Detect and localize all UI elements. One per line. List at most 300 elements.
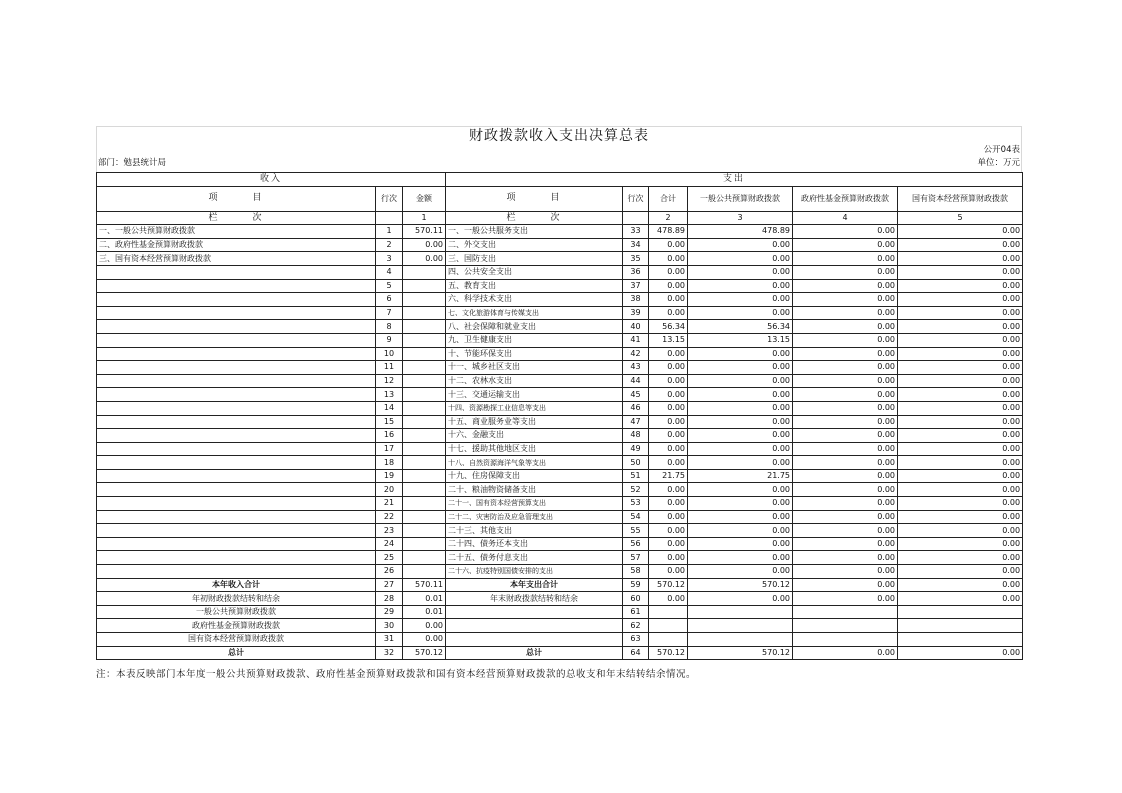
budget-table [96, 172, 1023, 660]
expense-line-no-cell: 64 [623, 646, 649, 660]
gov-fund-cell: 0.00 [793, 565, 898, 579]
summary-row [97, 605, 1023, 619]
total-cell: 0.00 [649, 388, 688, 402]
income-line-no-cell: 14 [376, 401, 403, 415]
state-capital-cell: 0.00 [898, 401, 1023, 415]
income-line-no-cell: 4 [376, 265, 403, 279]
total-cell: 0.00 [649, 483, 688, 497]
total-cell: 0.00 [649, 347, 688, 361]
state-capital-cell [898, 633, 1023, 647]
gov-fund-cell: 0.00 [793, 374, 898, 388]
expense-item-cell: 二、外交支出 [446, 238, 623, 252]
income-line-no-cell: 6 [376, 293, 403, 307]
expense-item-cell [446, 605, 623, 619]
state-capital-cell: 0.00 [898, 415, 1023, 429]
income-line-no-cell: 10 [376, 347, 403, 361]
state-capital-cell: 0.00 [898, 578, 1023, 592]
total-cell: 0.00 [649, 293, 688, 307]
expense-item-cell: 年末财政拨款结转和结余 [446, 592, 623, 606]
expense-line-no-cell: 62 [623, 619, 649, 633]
income-item-cell: 总计 [97, 646, 376, 660]
gov-fund-cell: 0.00 [793, 401, 898, 415]
income-line-no-cell: 5 [376, 279, 403, 293]
table-row [97, 497, 1023, 511]
gov-fund-cell: 0.00 [793, 483, 898, 497]
gov-fund-cell: 0.00 [793, 497, 898, 511]
income-amount-cell: 570.11 [403, 578, 446, 592]
total-cell: 0.00 [649, 510, 688, 524]
gov-fund-cell: 0.00 [793, 306, 898, 320]
table-row [97, 320, 1023, 334]
expense-item-cell: 十、节能环保支出 [446, 347, 623, 361]
general-budget-cell: 0.00 [688, 537, 793, 551]
expense-line-no-cell: 57 [623, 551, 649, 565]
income-line-no-cell: 22 [376, 510, 403, 524]
gov-fund-cell: 0.00 [793, 551, 898, 565]
income-line-no-cell: 21 [376, 497, 403, 511]
state-capital-cell: 0.00 [898, 306, 1023, 320]
income-amount-cell: 0.00 [403, 633, 446, 647]
expense-item-cell: 二十六、抗疫特别国债安排的支出 [446, 565, 623, 579]
general-budget-cell: 0.00 [688, 361, 793, 375]
state-capital-cell: 0.00 [898, 497, 1023, 511]
total-cell: 0.00 [649, 524, 688, 538]
expense-line-no-cell: 45 [623, 388, 649, 402]
expense-item-cell: 二十一、国有资本经营预算支出 [446, 497, 623, 511]
state-capital-cell: 0.00 [898, 225, 1023, 239]
total-cell: 0.00 [649, 279, 688, 293]
table-row [97, 442, 1023, 456]
form-code: 公开04表 [983, 145, 1020, 155]
expense-item-cell: 十一、城乡社区支出 [446, 361, 623, 375]
total-cell: 0.00 [649, 415, 688, 429]
income-item-cell [97, 442, 376, 456]
total-cell: 570.12 [649, 646, 688, 660]
income-line-no-cell: 9 [376, 333, 403, 347]
expense-item-cell: 本年支出合计 [446, 578, 623, 592]
income-item-cell: 年初财政拨款结转和结余 [97, 592, 376, 606]
income-item-cell [97, 456, 376, 470]
income-amount-cell [403, 415, 446, 429]
department-label: 部门：勉县统计局 [98, 158, 167, 168]
income-line-no-cell: 27 [376, 578, 403, 592]
table-row [97, 524, 1023, 538]
expense-item-cell: 十二、农林水支出 [446, 374, 623, 388]
general-budget-cell: 0.00 [688, 510, 793, 524]
income-amount-cell [403, 361, 446, 375]
gov-fund-cell: 0.00 [793, 510, 898, 524]
income-line-no-cell: 31 [376, 633, 403, 647]
general-budget-cell: 0.00 [688, 252, 793, 266]
table-row [97, 333, 1023, 347]
income-item-cell [97, 510, 376, 524]
general-budget-cell: 0.00 [688, 265, 793, 279]
state-capital-cell: 0.00 [898, 565, 1023, 579]
income-line-no-cell: 24 [376, 537, 403, 551]
gov-fund-cell: 0.00 [793, 361, 898, 375]
income-item-cell [97, 524, 376, 538]
total-cell: 0.00 [649, 401, 688, 415]
gov-fund-cell [793, 633, 898, 647]
income-line-no-cell: 17 [376, 442, 403, 456]
income-line-no-cell: 28 [376, 592, 403, 606]
general-budget-cell: 0.00 [688, 456, 793, 470]
state-capital-cell: 0.00 [898, 592, 1023, 606]
income-line-no-cell: 13 [376, 388, 403, 402]
general-budget-cell [688, 633, 793, 647]
gov-fund-cell: 0.00 [793, 279, 898, 293]
income-amount-cell [403, 469, 446, 483]
general-budget-cell: 56.34 [688, 320, 793, 334]
state-capital-cell: 0.00 [898, 361, 1023, 375]
income-amount-cell [403, 456, 446, 470]
gov-fund-cell: 0.00 [793, 469, 898, 483]
income-amount-cell [403, 429, 446, 443]
income-item-cell [97, 483, 376, 497]
income-amount-cell [403, 374, 446, 388]
expense-line-no-cell: 56 [623, 537, 649, 551]
income-line-no-cell: 8 [376, 320, 403, 334]
state-capital-cell: 0.00 [898, 456, 1023, 470]
total-cell: 56.34 [649, 320, 688, 334]
income-line-no-cell: 23 [376, 524, 403, 538]
income-amount-cell [403, 293, 446, 307]
expense-item-cell: 总计 [446, 646, 623, 660]
state-capital-cell: 0.00 [898, 510, 1023, 524]
gov-fund-cell: 0.00 [793, 252, 898, 266]
state-capital-cell: 0.00 [898, 524, 1023, 538]
income-line-no-cell: 1 [376, 225, 403, 239]
expense-item-cell: 八、社会保障和就业支出 [446, 320, 623, 334]
general-budget-cell: 0.00 [688, 238, 793, 252]
income-item-cell: 一般公共预算财政拨款 [97, 605, 376, 619]
state-capital-cell: 0.00 [898, 252, 1023, 266]
gov-fund-cell: 0.00 [793, 456, 898, 470]
expense-line-no-cell: 39 [623, 306, 649, 320]
expense-line-no-cell: 48 [623, 429, 649, 443]
income-line-no-cell: 19 [376, 469, 403, 483]
table-row [97, 483, 1023, 497]
table-row [97, 415, 1023, 429]
col-num-4: 4 [793, 211, 898, 225]
expense-line-no-cell: 55 [623, 524, 649, 538]
table-row [97, 279, 1023, 293]
income-amount-cell [403, 320, 446, 334]
expense-line-no-cell: 42 [623, 347, 649, 361]
table-row [97, 537, 1023, 551]
table-row [97, 293, 1023, 307]
income-line-no-cell: 20 [376, 483, 403, 497]
table-row [97, 401, 1023, 415]
report-title: 财政拨款收入支出决算总表 [469, 128, 649, 144]
expense-item-cell: 九、卫生健康支出 [446, 333, 623, 347]
expense-item-cell: 十八、自然资源海洋气象等支出 [446, 456, 623, 470]
income-item-cell [97, 497, 376, 511]
total-cell: 21.75 [649, 469, 688, 483]
summary-row [97, 578, 1023, 592]
col-num-3: 3 [688, 211, 793, 225]
expense-line-no-cell: 37 [623, 279, 649, 293]
general-budget-cell: 0.00 [688, 306, 793, 320]
expense-line-no-cell: 46 [623, 401, 649, 415]
gov-fund-cell: 0.00 [793, 320, 898, 334]
expense-line-no-cell: 52 [623, 483, 649, 497]
expense-item-cell [446, 633, 623, 647]
total-cell: 0.00 [649, 456, 688, 470]
income-item-cell [97, 293, 376, 307]
expense-item-cell: 二十四、债务还本支出 [446, 537, 623, 551]
income-item-cell [97, 388, 376, 402]
income-item-cell [97, 429, 376, 443]
gov-fund-header: 政府性基金预算财政拨款 [793, 186, 898, 211]
expense-column-label: 栏 次 [446, 211, 623, 225]
income-amount-cell [403, 510, 446, 524]
table-row [97, 306, 1023, 320]
total-cell [649, 633, 688, 647]
table-row [97, 238, 1023, 252]
income-line-no-cell: 2 [376, 238, 403, 252]
income-item-cell: 国有资本经营预算财政拨款 [97, 633, 376, 647]
table-row [97, 252, 1023, 266]
income-line-no-cell: 26 [376, 565, 403, 579]
state-capital-cell: 0.00 [898, 646, 1023, 660]
state-capital-cell: 0.00 [898, 333, 1023, 347]
general-budget-cell: 0.00 [688, 347, 793, 361]
general-budget-cell: 13.15 [688, 333, 793, 347]
table-row [97, 429, 1023, 443]
income-line-no-cell: 11 [376, 361, 403, 375]
income-amount-cell: 570.11 [403, 225, 446, 239]
empty-cell [623, 211, 649, 225]
expense-line-no-cell: 59 [623, 578, 649, 592]
income-item-cell [97, 347, 376, 361]
income-line-no-cell: 25 [376, 551, 403, 565]
expense-line-no-cell: 58 [623, 565, 649, 579]
income-amount-cell [403, 388, 446, 402]
expense-line-no-cell: 34 [623, 238, 649, 252]
expense-line-no-cell: 49 [623, 442, 649, 456]
total-cell: 0.00 [649, 265, 688, 279]
gov-fund-cell: 0.00 [793, 646, 898, 660]
state-capital-cell [898, 605, 1023, 619]
total-cell: 0.00 [649, 429, 688, 443]
income-amount-cell [403, 306, 446, 320]
income-item-cell [97, 374, 376, 388]
state-capital-cell: 0.00 [898, 483, 1023, 497]
income-line-no-header: 行次 [376, 186, 403, 211]
table-row [97, 456, 1023, 470]
general-budget-cell: 570.12 [688, 578, 793, 592]
income-amount-cell [403, 279, 446, 293]
state-capital-cell: 0.00 [898, 279, 1023, 293]
table-row [97, 551, 1023, 565]
state-capital-cell: 0.00 [898, 429, 1023, 443]
income-line-no-cell: 32 [376, 646, 403, 660]
gov-fund-cell: 0.00 [793, 578, 898, 592]
general-budget-cell: 570.12 [688, 646, 793, 660]
general-budget-cell: 0.00 [688, 388, 793, 402]
general-budget-cell [688, 605, 793, 619]
expense-item-cell: 三、国防支出 [446, 252, 623, 266]
general-budget-cell: 0.00 [688, 415, 793, 429]
gov-fund-cell: 0.00 [793, 333, 898, 347]
income-amount-cell: 0.00 [403, 238, 446, 252]
table-row [97, 225, 1023, 239]
expense-line-no-cell: 41 [623, 333, 649, 347]
income-amount-cell: 570.12 [403, 646, 446, 660]
gov-fund-cell: 0.00 [793, 293, 898, 307]
income-item-header: 项 目 [97, 186, 376, 211]
income-amount-cell [403, 551, 446, 565]
income-item-cell [97, 401, 376, 415]
income-item-cell: 一、一般公共预算财政拨款 [97, 225, 376, 239]
expense-item-cell: 二十三、其他支出 [446, 524, 623, 538]
income-line-no-cell: 15 [376, 415, 403, 429]
expense-line-no-cell: 47 [623, 415, 649, 429]
expense-item-cell: 十九、住房保障支出 [446, 469, 623, 483]
income-item-cell [97, 333, 376, 347]
income-item-cell [97, 469, 376, 483]
unit-label: 单位：万元 [977, 158, 1020, 168]
table-row [97, 361, 1023, 375]
expense-item-cell: 十四、资源勘探工业信息等支出 [446, 401, 623, 415]
income-item-cell: 三、国有资本经营预算财政拨款 [97, 252, 376, 266]
general-budget-cell: 0.00 [688, 551, 793, 565]
income-item-cell [97, 565, 376, 579]
income-amount-cell [403, 333, 446, 347]
state-capital-cell: 0.00 [898, 374, 1023, 388]
table-row [97, 565, 1023, 579]
expense-item-cell: 十五、商业服务业等支出 [446, 415, 623, 429]
state-capital-cell: 0.00 [898, 469, 1023, 483]
expense-line-no-cell: 43 [623, 361, 649, 375]
state-capital-cell: 0.00 [898, 265, 1023, 279]
expense-item-cell: 四、公共安全支出 [446, 265, 623, 279]
income-amount-cell [403, 347, 446, 361]
income-amount-cell [403, 524, 446, 538]
income-amount-cell [403, 483, 446, 497]
income-line-no-cell: 12 [376, 374, 403, 388]
income-line-no-cell: 16 [376, 429, 403, 443]
income-item-cell [97, 320, 376, 334]
expense-header: 支出 [446, 173, 1023, 187]
state-capital-cell: 0.00 [898, 388, 1023, 402]
expense-item-cell: 五、教育支出 [446, 279, 623, 293]
state-capital-cell: 0.00 [898, 238, 1023, 252]
total-cell: 0.00 [649, 592, 688, 606]
income-amount-cell: 0.01 [403, 592, 446, 606]
total-cell: 0.00 [649, 551, 688, 565]
general-budget-cell: 21.75 [688, 469, 793, 483]
expense-item-cell: 二十、粮油物资储备支出 [446, 483, 623, 497]
total-cell [649, 605, 688, 619]
general-budget-cell: 0.00 [688, 483, 793, 497]
gov-fund-cell: 0.00 [793, 265, 898, 279]
income-line-no-cell: 7 [376, 306, 403, 320]
income-amount-cell: 0.00 [403, 619, 446, 633]
income-line-no-cell: 29 [376, 605, 403, 619]
expense-line-no-cell: 51 [623, 469, 649, 483]
expense-line-no-cell: 63 [623, 633, 649, 647]
state-capital-cell: 0.00 [898, 551, 1023, 565]
total-cell: 0.00 [649, 306, 688, 320]
state-capital-cell [898, 619, 1023, 633]
summary-row [97, 633, 1023, 647]
general-budget-cell: 0.00 [688, 401, 793, 415]
gov-fund-cell: 0.00 [793, 388, 898, 402]
expense-item-cell: 一、一般公共服务支出 [446, 225, 623, 239]
table-row [97, 374, 1023, 388]
expense-item-cell [446, 619, 623, 633]
table-row [97, 347, 1023, 361]
expense-line-no-cell: 60 [623, 592, 649, 606]
income-item-cell [97, 537, 376, 551]
table-row [97, 510, 1023, 524]
general-budget-cell: 0.00 [688, 565, 793, 579]
footnote: 注：本表反映部门本年度一般公共预算财政拨款、政府性基金预算财政拨款和国有资本经营预算财政拨款的总收支和年末结转结余情况。 [96, 669, 697, 680]
general-budget-cell: 0.00 [688, 374, 793, 388]
expense-line-no-cell: 38 [623, 293, 649, 307]
gov-fund-cell: 0.00 [793, 429, 898, 443]
income-amount-cell: 0.01 [403, 605, 446, 619]
total-cell: 478.89 [649, 225, 688, 239]
income-column-label: 栏 次 [97, 211, 376, 225]
state-capital-cell: 0.00 [898, 442, 1023, 456]
empty-cell [376, 211, 403, 225]
gov-fund-cell: 0.00 [793, 592, 898, 606]
expense-line-no-cell: 33 [623, 225, 649, 239]
table-row [97, 469, 1023, 483]
general-budget-header: 一般公共预算财政拨款 [688, 186, 793, 211]
table-row [97, 265, 1023, 279]
general-budget-cell: 0.00 [688, 497, 793, 511]
expense-line-no-cell: 44 [623, 374, 649, 388]
col-num-1: 1 [403, 211, 446, 225]
total-cell: 0.00 [649, 537, 688, 551]
state-capital-cell: 0.00 [898, 320, 1023, 334]
gov-fund-cell [793, 619, 898, 633]
total-cell: 0.00 [649, 252, 688, 266]
expense-line-no-cell: 36 [623, 265, 649, 279]
income-amount-cell [403, 401, 446, 415]
income-amount-cell [403, 565, 446, 579]
income-item-cell [97, 415, 376, 429]
expense-line-no-cell: 35 [623, 252, 649, 266]
total-cell: 0.00 [649, 442, 688, 456]
income-amount-cell [403, 537, 446, 551]
state-capital-cell: 0.00 [898, 347, 1023, 361]
total-cell: 0.00 [649, 497, 688, 511]
general-budget-cell: 478.89 [688, 225, 793, 239]
table-row [97, 388, 1023, 402]
general-budget-cell [688, 619, 793, 633]
summary-row [97, 619, 1023, 633]
total-cell: 0.00 [649, 238, 688, 252]
state-capital-cell: 0.00 [898, 537, 1023, 551]
income-item-cell [97, 306, 376, 320]
total-cell [649, 619, 688, 633]
income-item-cell: 政府性基金预算财政拨款 [97, 619, 376, 633]
total-header: 合计 [649, 186, 688, 211]
general-budget-cell: 0.00 [688, 442, 793, 456]
gov-fund-cell: 0.00 [793, 225, 898, 239]
expense-item-cell: 二十五、债务付息支出 [446, 551, 623, 565]
income-amount-cell [403, 497, 446, 511]
general-budget-cell: 0.00 [688, 279, 793, 293]
expense-item-header: 项 目 [446, 186, 623, 211]
summary-row [97, 646, 1023, 660]
expense-item-cell: 六、科学技术支出 [446, 293, 623, 307]
